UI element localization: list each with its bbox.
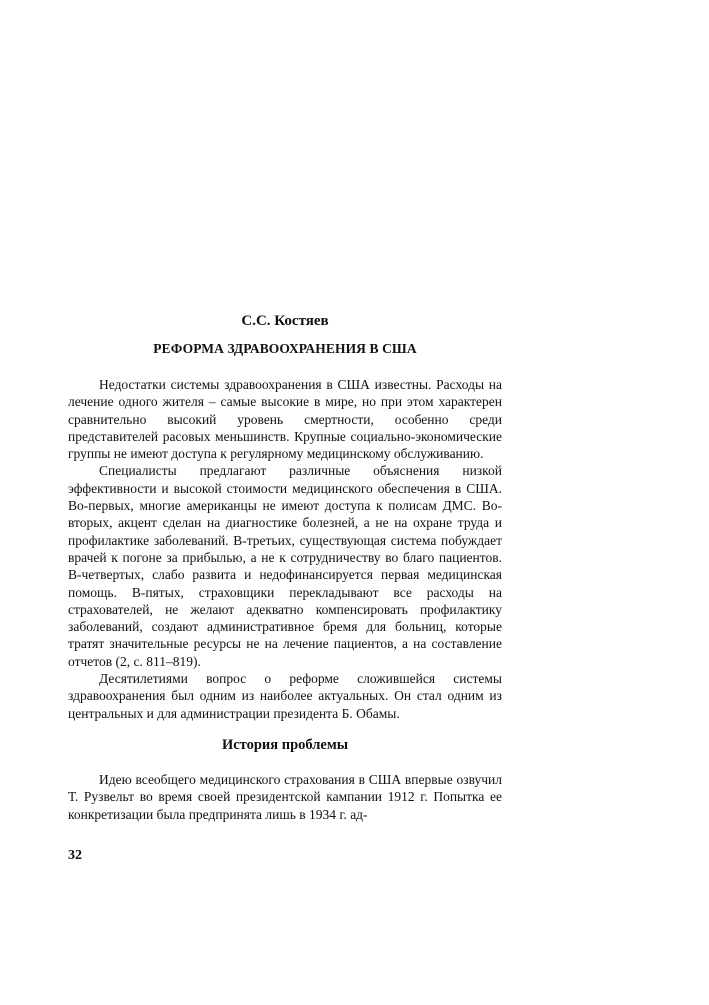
paragraph-1: Недостатки системы здравоохранения в США известны. Расходы на лечение одного жителя – самые высокие в мире, но при этом характерен сравнительно высокий уровень смертности, особенно среди представителей расовых меньшинств. Крупные социально-экономические группы не имеют доступа к регулярному медицинскому обслуживанию. <box>68 377 502 462</box>
section-heading: История проблемы <box>221 736 349 753</box>
author-name: С.С. Костяев <box>241 313 329 329</box>
section-body <box>68 771 502 823</box>
paragraph-2: Специалисты предлагают различные объяснения низкой эффективности и высокой стоимости медицинского обеспечения в США. Во-первых, многие американцы не имеют доступа к полисам ДМС. Во-вторых, акцент сделан на диагностике болезней, а не на охране труда и профилактике заболеваний. В-третьих, существующая система побуждает врачей к погоне за прибылью, а не к сотрудничеству во благо пациентов. В-четвертых, слабо развита и недофинансируется первая медицинская помощь. В-пятых, страховщики перекладывают все расходы на страхователей, не желают адекватно компенсировать профилактику заболеваний, создают административное бремя для больниц, которые тратят значительные ресурсы не на лечение пациентов, а на составление отчетов (2, с. 811–819). <box>68 463 502 669</box>
page-number: 32 <box>68 848 82 863</box>
section-paragraph-1: Идею всеобщего медицинского страхования в США впервые озвучил Т. Рузвельт во время своей президентской кампании 1912 г. Попытка ее конкретизации была предпринята лишь в 1934 г. ад- <box>68 771 502 822</box>
page-content <box>68 312 502 823</box>
article-title: РЕФОРМА ЗДРАВООХРАНЕНИЯ В США <box>153 341 417 356</box>
paragraph-3: Десятилетиями вопрос о реформе сложившейся системы здравоохранения был одним из наиболее актуальных. Он стал одним из центральных и для администрации президента Б. Обамы. <box>68 671 502 721</box>
article-body <box>68 376 502 722</box>
